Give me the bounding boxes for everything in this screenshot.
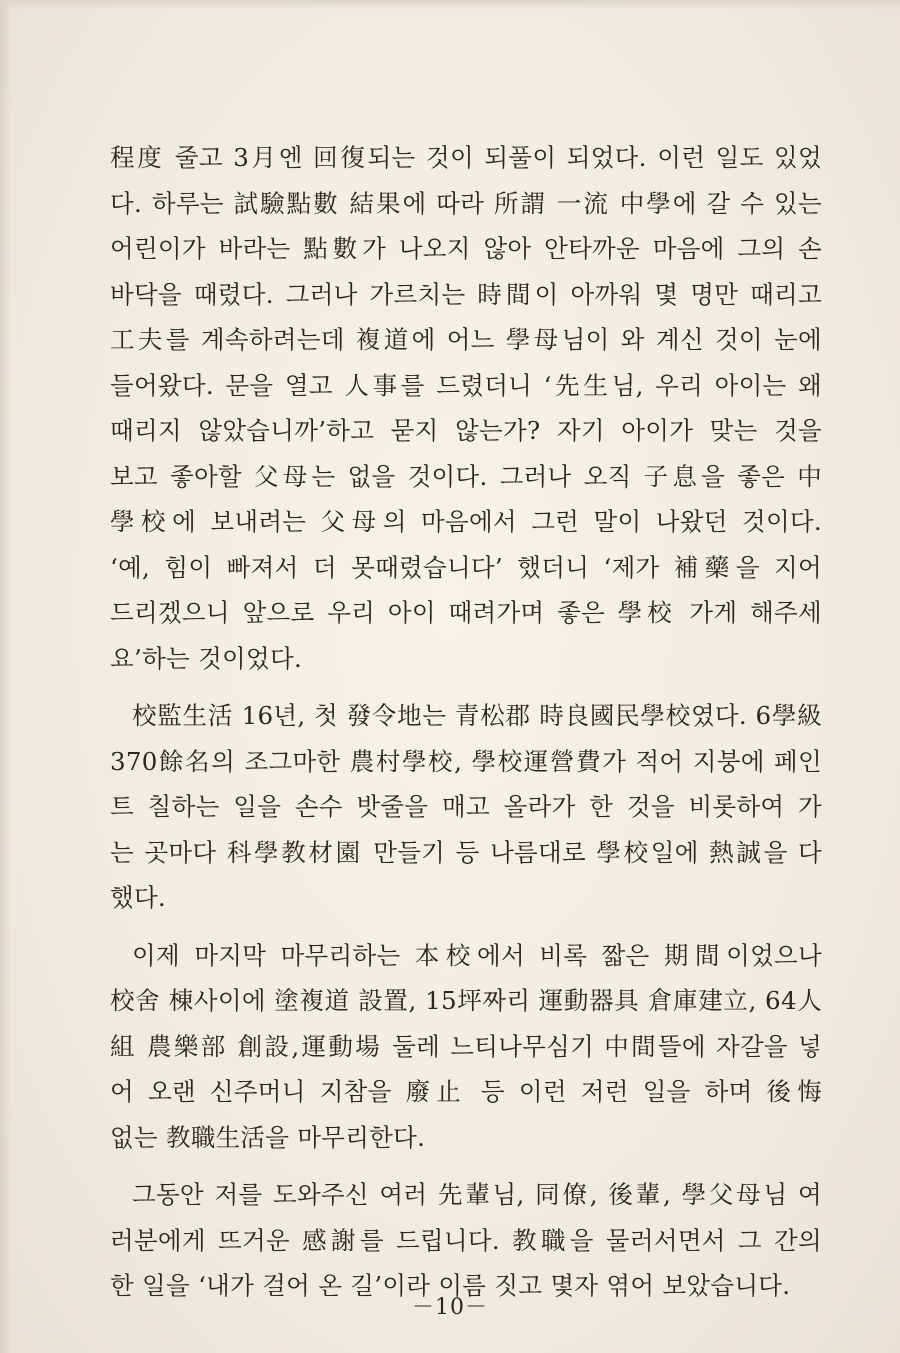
paragraph-gap xyxy=(110,921,822,933)
paragraph-2 xyxy=(110,693,822,921)
text-line: 트 칠하는 일을 손수 밧줄을 매고 올라가 한 것을 비롯하여 가 xyxy=(110,792,822,821)
paragraph-1 xyxy=(110,135,822,681)
text-line: 이제 마지막 마무리하는 本校에서 비록 짧은 期間이었으나 xyxy=(132,940,822,970)
text-line: 요’하는 것이었다. xyxy=(110,643,303,673)
page-number: －10－ xyxy=(412,1295,488,1320)
text-line: 그동안 저를 도와주신 여러 先輩님, 同僚, 後輩, 學父母님 여 xyxy=(132,1180,822,1209)
paragraph-gap xyxy=(110,1160,822,1172)
text-line: ‘예, 힘이 빠져서 더 못때렸습니다’ 했더니 ‘제가 補藥을 지어 xyxy=(110,552,822,582)
text-line: 들어왔다. 문을 열고 人事를 드렸더니 ‘先生님, 우리 아이는 왜 xyxy=(110,370,822,400)
text-line: 370餘名의 조그마한 農村學校, 學校運營費가 적어 지붕에 페인 xyxy=(110,746,822,776)
text-line: 程度 줄고 3月엔 回復되는 것이 되풀이 되었다. 이런 일도 있었 xyxy=(110,143,822,172)
text-line: 때리지 않았습니까’하고 묻지 않는가? 자기 아이가 맞는 것을 xyxy=(110,416,822,445)
paragraph-gap xyxy=(110,681,822,693)
text-line: 어린이가 바라는 點數가 나오지 않아 안타까운 마음에 그의 손 xyxy=(110,234,822,263)
paragraph-4 xyxy=(110,1172,822,1309)
text-line: 校監生活 16년, 첫 發令地는 青松郡 時良國民學校였다. 6學級 xyxy=(132,701,822,730)
text-line: 다. 하루는 試驗點數 結果에 따라 所謂 一流 中學에 갈 수 있는 xyxy=(110,188,822,218)
text-line: 했다. xyxy=(110,883,167,912)
text-line: 學校에 보내려는 父母의 마음에서 그런 말이 나왔던 것이다. xyxy=(110,507,822,536)
paragraph-3 xyxy=(110,933,822,1161)
text-line: 없는 教職生活을 마무리한다. xyxy=(110,1122,426,1152)
text-line: 校舍 棟사이에 塗複道 設置, 15坪짜리 運動器具 倉庫建立, 64人 xyxy=(110,986,822,1015)
text-line: 러분에게 뜨거운 感謝를 드립니다. 教職을 물러서면서 그 간의 xyxy=(110,1225,822,1255)
text-line: 는 곳마다 科學教材園 만들기 등 나름대로 學校일에 熱誠을 다 xyxy=(110,837,822,867)
page-top-shadow xyxy=(0,0,900,10)
text-line: 어 오랜 신주머니 지참을 廢止 등 이런 저런 일을 하며 後悔 xyxy=(110,1077,822,1106)
text-line: 工夫를 계속하려는데 複道에 어느 學母님이 와 계신 것이 눈에 xyxy=(110,325,822,354)
body-text xyxy=(110,135,822,1309)
text-line: 드리겠으니 앞으로 우리 아이 때려가며 좋은 學校 가게 해주세 xyxy=(110,598,822,627)
text-line: 組 農樂部 創設,運動場 둘레 느티나무심기 中間뜰에 자갈을 넣 xyxy=(110,1031,822,1061)
text-line: 한 일을 ‘내가 걸어 온 길’이라 이름 짓고 몇자 엮어 보았습니다. xyxy=(110,1271,791,1300)
text-line: 바닥을 때렸다. 그러나 가르치는 時間이 아까워 몇 명만 때리고 xyxy=(110,279,822,309)
page-left-shadow xyxy=(0,0,12,1353)
text-line: 보고 좋아할 父母는 없을 것이다. 그러나 오직 子息을 좋은 中 xyxy=(110,461,822,491)
